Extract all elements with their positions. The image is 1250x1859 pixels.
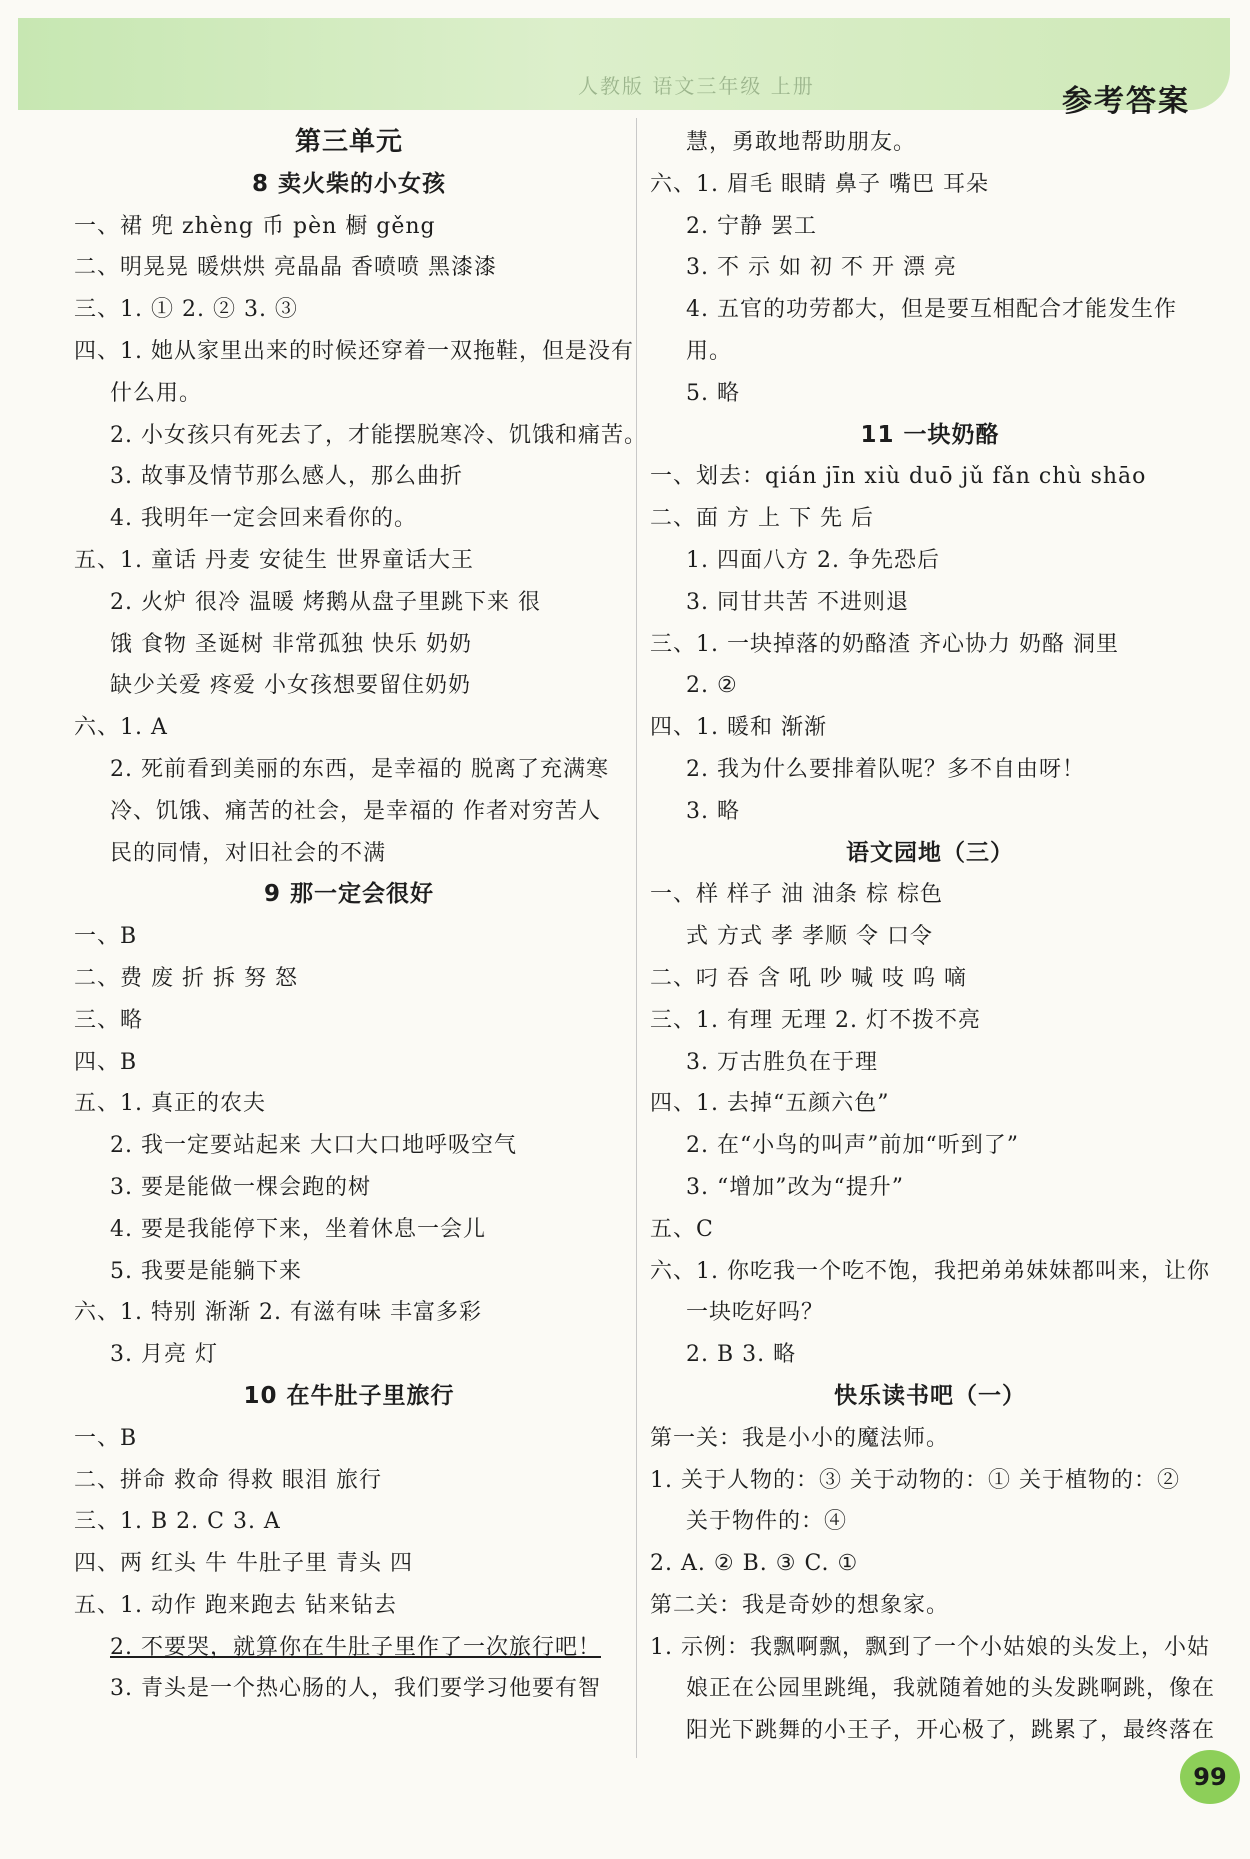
answer-line: 1. 示例：我飘啊飘，飘到了一个小姑娘的头发上，小姑 <box>650 1634 1210 1660</box>
answer-line: 2. ② <box>686 673 738 699</box>
answer-line: 五、1. 童话 丹麦 安徒生 世界童话大王 <box>74 547 474 573</box>
answer-line: 2. 小女孩只有死去了，才能摆脱寒冷、饥饿和痛苦。 <box>110 422 647 448</box>
section-title: 快乐读书吧（一） <box>834 1382 1026 1409</box>
answer-line: 2. 火炉 很冷 温暖 烤鹅从盘子里跳下来 很 <box>110 589 541 615</box>
answer-line: 缺少关爱 疼爱 小女孩想要留住奶奶 <box>110 673 471 699</box>
answer-line: 第一关：我是小小的魔法师。 <box>650 1425 950 1451</box>
answer-line: 1. 四面八方 2. 争先恐后 <box>686 547 940 573</box>
answer-line: 3. 万古胜负在于理 <box>686 1049 878 1075</box>
unit-title: 第三单元 <box>294 127 403 157</box>
answer-line: 一、裙 兜 zhèng 币 pèn 橱 gěng <box>74 213 436 239</box>
answer-line: 式 方式 孝 孝顺 令 口令 <box>686 924 933 950</box>
answer-line: 什么用。 <box>110 380 203 406</box>
answer-line: 饿 食物 圣诞树 非常孤独 快乐 奶奶 <box>110 631 472 657</box>
column-divider <box>636 118 637 1758</box>
answer-line: 2. 我一定要站起来 大口大口地呼吸空气 <box>110 1133 517 1159</box>
answer-line: 3. 同甘共苦 不进则退 <box>686 589 909 615</box>
section-title: 10 在牛肚子里旅行 <box>243 1382 455 1409</box>
answer-line: 二、费 废 折 拆 努 怒 <box>74 965 298 991</box>
answer-line: 六、1. 你吃我一个吃不饱，我把弟弟妹妹都叫来，让你 <box>650 1258 1210 1284</box>
answer-line: 3. 故事及情节那么感人，那么曲折 <box>110 464 463 490</box>
answer-line: 4. 要是我能停下来，坐着休息一会儿 <box>110 1216 486 1242</box>
answer-line: 六、1. A <box>74 715 168 741</box>
answer-line: 一、样 样子 油 油条 棕 棕色 <box>650 882 943 908</box>
header-subtitle: 人教版 语文三年级 上册 <box>578 74 815 98</box>
answer-line: 2. B 3. 略 <box>686 1342 797 1368</box>
answer-line: 1. 关于人物的：③ 关于动物的：① 关于植物的：② <box>650 1467 1180 1493</box>
answer-line: 3. 青头是一个热心肠的人，我们要学习他要有智 <box>110 1676 601 1702</box>
right-column <box>650 122 1216 1752</box>
answer-line: 一、B <box>74 924 138 950</box>
answer-line: 5. 我要是能躺下来 <box>110 1258 302 1284</box>
answer-line: 二、叼 吞 含 吼 吵 喊 吱 呜 嘀 <box>650 965 967 991</box>
answer-line: 2. 不要哭，就算你在牛肚子里作了一次旅行吧！ <box>110 1634 601 1660</box>
section-title: 语文园地（三） <box>846 839 1014 866</box>
answer-line: 娘正在公园里跳绳，我就随着她的头发跳啊跳，像在 <box>686 1676 1216 1702</box>
answer-line: 4. 我明年一定会回来看你的。 <box>110 506 417 532</box>
answer-line: 二、拼命 救命 得救 眼泪 旅行 <box>74 1467 382 1493</box>
answer-line: 第二关：我是奇妙的想象家。 <box>650 1592 950 1618</box>
answer-line: 阳光下跳舞的小王子，开心极了，跳累了，最终落在 <box>686 1718 1216 1744</box>
answer-line: 三、1. 一块掉落的奶酪渣 齐心协力 奶酪 洞里 <box>650 631 1119 657</box>
answer-line: 五、1. 动作 跑来跑去 钻来钻去 <box>74 1592 397 1618</box>
answer-line: 2. 我为什么要排着队呢？多不自由呀！ <box>686 756 1085 782</box>
section-title: 11 一块奶酪 <box>860 421 1000 448</box>
answer-line: 2. 在“小鸟的叫声”前加“听到了” <box>686 1133 1019 1159</box>
answer-line: 关于物件的：④ <box>686 1509 848 1535</box>
answer-line: 三、1. ① 2. ② 3. ③ <box>74 297 298 323</box>
answer-line: 三、1. B 2. C 3. A <box>74 1509 281 1535</box>
answer-line: 五、C <box>650 1216 714 1242</box>
answer-line: 冷、饥饿、痛苦的社会，是幸福的 作者对穷苦人 <box>110 798 601 824</box>
answer-line: 四、1. 去掉“五颜六色” <box>650 1091 890 1117</box>
answer-line: 5. 略 <box>686 380 740 406</box>
section-title: 8 卖火柴的小女孩 <box>251 170 446 197</box>
answer-line: 三、1. 有理 无理 2. 灯不拨不亮 <box>650 1007 981 1033</box>
answer-line: 3. “增加”改为“提升” <box>686 1174 904 1200</box>
page-number-badge: 99 <box>1180 1750 1240 1804</box>
answer-line: 4. 五官的功劳都大，但是要互相配合才能发生作 <box>686 297 1177 323</box>
answer-line: 3. 略 <box>686 798 740 824</box>
answer-line: 二、面 方 上 下 先 后 <box>650 506 874 532</box>
answer-line: 四、1. 她从家里出来的时候还穿着一双拖鞋，但是没有 <box>74 338 634 364</box>
header-title: 参考答案 <box>1062 84 1190 119</box>
answer-line: 一块吃好吗？ <box>686 1300 825 1326</box>
answer-line: 四、两 红头 牛 牛肚子里 青头 四 <box>74 1551 413 1577</box>
answer-line: 2. A. ② B. ③ C. ① <box>650 1551 859 1577</box>
answer-line: 2. 死前看到美丽的东西，是幸福的 脱离了充满寒 <box>110 756 609 782</box>
section-title: 9 那一定会很好 <box>263 881 434 908</box>
answer-line: 3. 月亮 灯 <box>110 1342 218 1368</box>
answer-line: 六、1. 特别 渐渐 2. 有滋有味 丰富多彩 <box>74 1300 482 1326</box>
answer-line: 三、略 <box>74 1007 144 1033</box>
header-banner <box>18 18 1230 119</box>
answer-line: 二、明晃晃 暖烘烘 亮晶晶 香喷喷 黑漆漆 <box>74 255 497 281</box>
answer-line: 四、1. 暖和 渐渐 <box>650 715 827 741</box>
answer-line: 一、B <box>74 1425 138 1451</box>
answer-line: 六、1. 眉毛 眼睛 鼻子 嘴巴 耳朵 <box>650 171 989 197</box>
answer-line: 一、划去：qián jīn xiù duō jǔ fǎn chù shāo <box>650 464 1147 490</box>
answer-line: 慧，勇敢地帮助朋友。 <box>686 130 917 155</box>
answer-line: 用。 <box>686 338 733 364</box>
left-column <box>74 122 647 1710</box>
answer-line: 民的同情，对旧社会的不满 <box>110 840 387 866</box>
answer-line: 3. 要是能做一棵会跑的树 <box>110 1174 371 1200</box>
answer-line: 四、B <box>74 1049 138 1075</box>
answer-line: 3. 不 示 如 初 不 开 漂 亮 <box>686 255 957 281</box>
answer-line: 五、1. 真正的农夫 <box>74 1091 266 1117</box>
answer-line: 2. 宁静 罢工 <box>686 213 817 239</box>
